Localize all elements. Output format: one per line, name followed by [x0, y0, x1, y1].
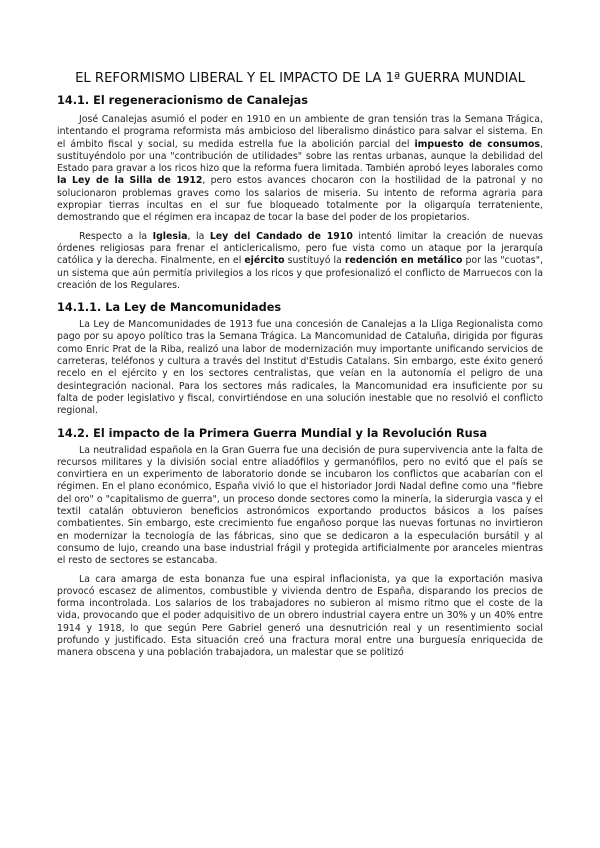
bold-term: la Ley de la Silla de 1912: [57, 175, 203, 187]
bold-term: impuesto de consumos: [414, 138, 541, 150]
text-run: , pero estos avances chocaron con la hostilidad de la patronal y no solucionaron problemas graves como los salarios de miseria. Su intento de reforma agraria para expropiar tierras incultas en el sur fue bloqueado totalmente por la oligarquía terrateniente, demostrando que el régimen era incapaz de tocar la base del poder de los propietarios.: [57, 175, 543, 224]
text-run: por las "cuotas", un sistema que aún permitía privilegios a los ricos y que profesionalizó el conflicto de Marruecos con la creación de los Regulares.: [57, 255, 543, 291]
bold-term: Iglesia: [152, 230, 188, 242]
text-run: José Canalejas asumió el poder en 1910 en un ambiente de gran tensión tras la Semana Trágica, intentando el programa reformista más ambicioso del liberalismo dinástico para salvar el sistema. En el ámbito fiscal y social, su medida estrella fue la abolición parcial del: [57, 114, 543, 150]
bold-term: Ley del Candado de 1910: [209, 230, 353, 242]
section-heading-14-2: 14.2. El impacto de la Primera Guerra Mundial y la Revolución Rusa: [57, 426, 488, 440]
document-title: EL REFORMISMO LIBERAL Y EL IMPACTO DE LA 1ª GUERRA MUNDIAL: [75, 71, 525, 86]
text-run: Respecto a la: [79, 230, 153, 242]
section-heading-14-1-1: 14.1.1. La Ley de Mancomunidades: [57, 301, 282, 315]
paragraph-mancomunidades: La Ley de Mancomunidades de 1913 fue una concesión de Canalejas a la Lliga Regionalista como pago por su apoyo político tras la Semana Trágica. La Mancomunidad de Cataluña, dirigida por figuras como Enric Prat de la Riba, realizó una labor de modernización muy importante unificando servicios de carreteras, teléfonos y cultura a través del Institut d'Estudis Catalans. Sin embargo, este éxito generó recelo en el ejército y en los sectores centralistas, que veían en la autonomía el peligro de una desintegración nacional. Para los sectores más radicales, la Mancomunidad era insuficiente por su falta de poder legislativo y fiscal, convirtiéndose en una solución inestable que no resolvió el conflicto regional.: [57, 319, 543, 417]
text-run: intentó limitar la creación de nuevas órdenes religiosas para frenar el anticlericalismo, pero fue vista como un ataque por la jerarquía católica y la derecha. Finalmente, en el: [57, 230, 543, 267]
section-heading-14-1: 14.1. El regeneracionismo de Canalejas: [57, 94, 308, 107]
paragraph-neutralidad: La neutralidad española en la Gran Guerra fue una decisión de pura supervivencia ante la falta de recursos militares y la división social entre aliadófilos y germanófilos, pero no evitó que el país se convirtiera en un experimento de laboratorio donde se incubaron los conflictos que acabarían con el régimen. En el plano económico, España vivió lo que el historiador Jordi Nadal define como una "fiebre del oro" o "capitalismo de guerra", un proceso donde sectores como la minería, la siderurgia vasca y el textil catalán obtuvieron beneficios astronómicos exportando productos básicos a los países combatientes. Sin embargo, este crecimiento fue engañoso porque las nuevas fortunas no invirtieron en modernizar la tecnología de las fábricas, sino que se dedicaron a la especulación bursátil y al consumo de lujo, creando una base industrial frágil y protegida artificialmente por aranceles mientras el resto de sectores se estancaba.: [57, 444, 543, 567]
bold-term: ejército: [244, 255, 285, 267]
paragraph-inflacion: La cara amarga de esta bonanza fue una espiral inflacionista, ya que la exportación masiva provocó escasez de alimentos, combustible y vivienda dentro de España, disparando los precios de forma incontrolada. Los salarios de los trabajadores no subieron al mismo ritmo que el coste de la vida, provocando que el poder adquisitivo de un obrero industrial cayera entre un 30% y un 40% entre 1914 y 1918, lo que según Pere Gabriel generó una desnutrición real y un resentimiento social profundo y justificado. Esta situación creó una fractura moral entre una burguesía enriquecida de manera obscena y una población trabajadora, un malestar que se politizó: [57, 573, 543, 659]
text-run: , la: [187, 230, 210, 242]
bold-term: redención en metálico: [344, 255, 463, 267]
text-run: , sustituyéndolo por una "contribución de utilidades" sobre las rentas urbanas, aunque la debilidad del Estado para gravar a los ricos hizo que la reforma fuera limitada. También aprobó leyes laborales como: [57, 138, 543, 175]
paragraph-iglesia-ejercito: [57, 231, 543, 292]
paragraph-canalejas-reforms: [57, 114, 543, 225]
text-run: sustituyó la: [284, 255, 345, 267]
